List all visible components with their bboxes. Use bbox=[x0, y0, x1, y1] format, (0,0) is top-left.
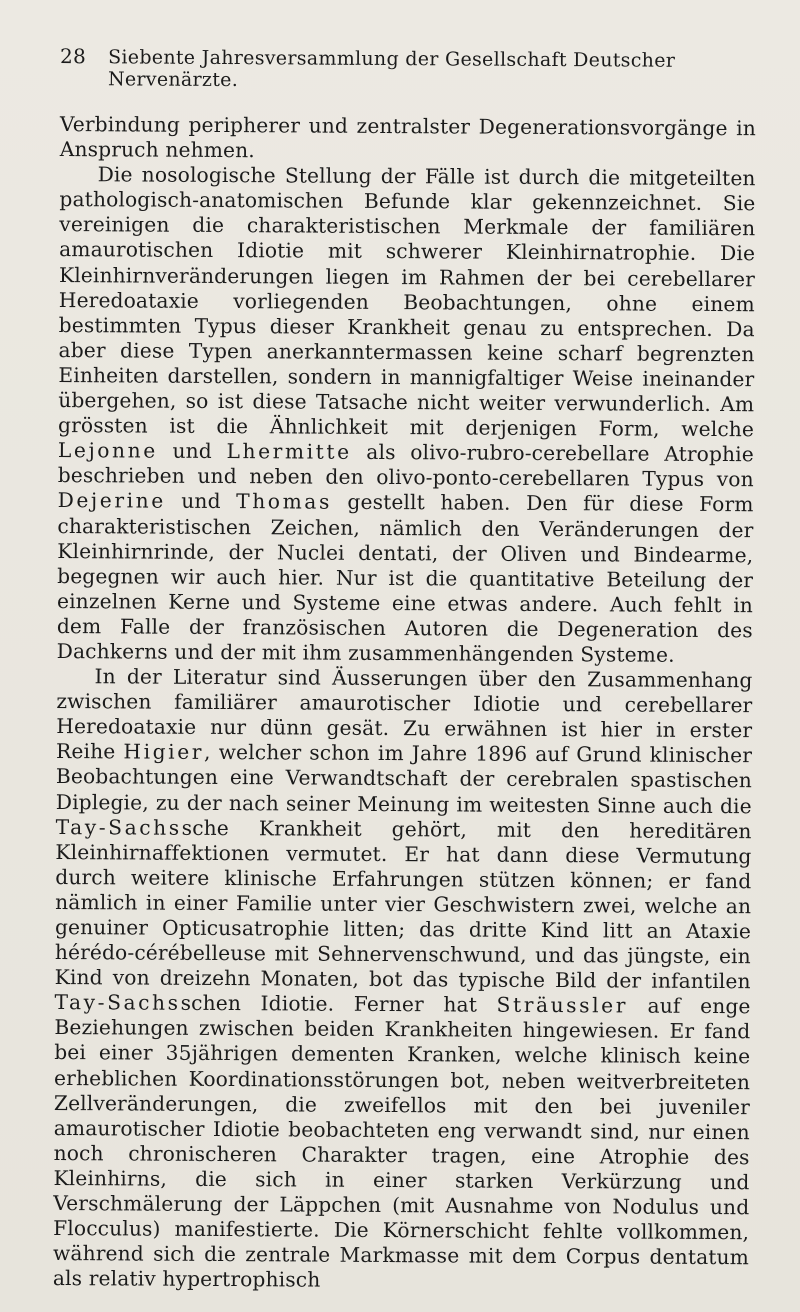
author-name: Thomas bbox=[236, 489, 333, 515]
text-run: schen Idiotie. Ferner hat bbox=[180, 991, 497, 1017]
author-name: Sträussler bbox=[496, 992, 629, 1018]
text-run: In der Literatur sind Äusserungen über den Zusammenhang zwischen familiärer amaurotischer Idiotie und cerebellarer Heredoataxie nur dünn gesät. Zu erwähnen ist hier in erster Reihe bbox=[56, 664, 753, 764]
author-name: Lhermitte bbox=[226, 439, 352, 465]
author-name: Tay-Sachs bbox=[55, 814, 182, 840]
running-title: Siebente Jahresversammlung der Gesellschaft Deutscher Nervenärzte. bbox=[107, 46, 676, 92]
text-run: als olivo-rubro-cerebellare Atrophie beschrieben und neben den olivo-ponto-cerebellaren Typus von bbox=[57, 440, 754, 492]
author-name: Lejonne bbox=[57, 438, 158, 463]
author-name: Higier bbox=[123, 739, 205, 765]
page-number: 28 bbox=[59, 44, 87, 69]
text-run: Die nosologische Stellung der Fälle ist durch die mitgeteilten pathologisch-anatomischen Befunde klar gekennzeichnet. Sie vereinigen die charakteristischen Merkmale der familiären amaurotischen Idiotie mit schwerer Kleinhirnatrophie. Die Kleinhirnveränderungen liegen im Rahmen der bei cerebellarer Heredoataxie vorliegenden Beobachtungen, ohne einem bestimmten Typus dieser Krankheit genau zu entsprechen. Da aber diese Typen anerkanntermassen keine scharf begrenzten Einheiten darstellen, sondern in mannigfaltiger Weise ineinander übergehen, so ist diese Tatsache nicht weiter verwunderlich. Am grössten ist die Ähnlichkeit mit derjenigen Form, welche bbox=[58, 162, 756, 442]
author-name: Tay-Sachs bbox=[54, 990, 181, 1016]
paragraph bbox=[60, 112, 756, 166]
text-run: und bbox=[157, 438, 227, 464]
text-run: gestellt haben. Den für diese Form charakteristischen Zeichen, nämlich den Veränderungen der Kleinhirnrinde, der Nuclei dentati, der Oliven und Bindearme, begegnen wir auch hier. Nur ist die quantitative Beteilung der einzelnen Kerne und Systeme eine etwas andere. Auch fehlt in dem Falle der französischen Autoren die Degeneration des Dachkerns und der mit ihm zusammenhängenden Systeme. bbox=[56, 490, 754, 667]
paragraph bbox=[57, 162, 756, 668]
body-text bbox=[53, 112, 756, 1296]
author-name: Dejerine bbox=[57, 488, 166, 514]
text-run: , welcher schon im Jahre 1896 auf Grund klinischer Beobachtungen eine Verwandtschaft der cerebralen spastischen Diplegie, zu der nach seiner Meinung im weitesten Sinne auch die bbox=[55, 740, 753, 818]
text-run: Verbindung peripherer und zentralster Degenerationsvorgänge in Anspruch nehmen. bbox=[59, 112, 756, 163]
text-run: und bbox=[165, 489, 237, 514]
paragraph bbox=[53, 664, 753, 1296]
running-head bbox=[60, 44, 756, 94]
text-run: auf enge Beziehungen zwischen beiden Krankheiten hingewiesen. Er fand bei einer 35jährigen dementen Kranken, welche klinisch keine erheblichen Koordinationsstörungen bot, neben weitverbreiteten Zellveränderungen, die zweifellos mit den bei juveniler amaurotischer Idiotie beobachteten eng verwandt sind, nur einen noch chronischeren Charakter tragen, eine Atrophie des Kleinhirns, die sich in einer starken Verkürzung und Verschmälerung der Läppchen (mit Ausnahme von Nodulus und Flocculus) manifestierte. Die Körnerschicht fehlte vollkommen, während sich die zentrale Markmasse mit dem Corpus dentatum als relativ hypertrophisch bbox=[52, 993, 751, 1292]
text-run: sche Krankheit gehört, mit den hereditären Kleinhirnaffektionen vermutet. Er hat dann diese Vermutung durch weitere klinische Erfahrungen stützen können; er fand nämlich in einer Familie unter vier Geschwistern zwei, welche an genuiner Opticusatrophie litten; das dritte Kind litt an Ataxie hérédo-cérébelleuse mit Sehnervenschwund, und das jüngste, ein Kind von dreizehn Monaten, bot das typische Bild der infantilen bbox=[54, 815, 752, 994]
